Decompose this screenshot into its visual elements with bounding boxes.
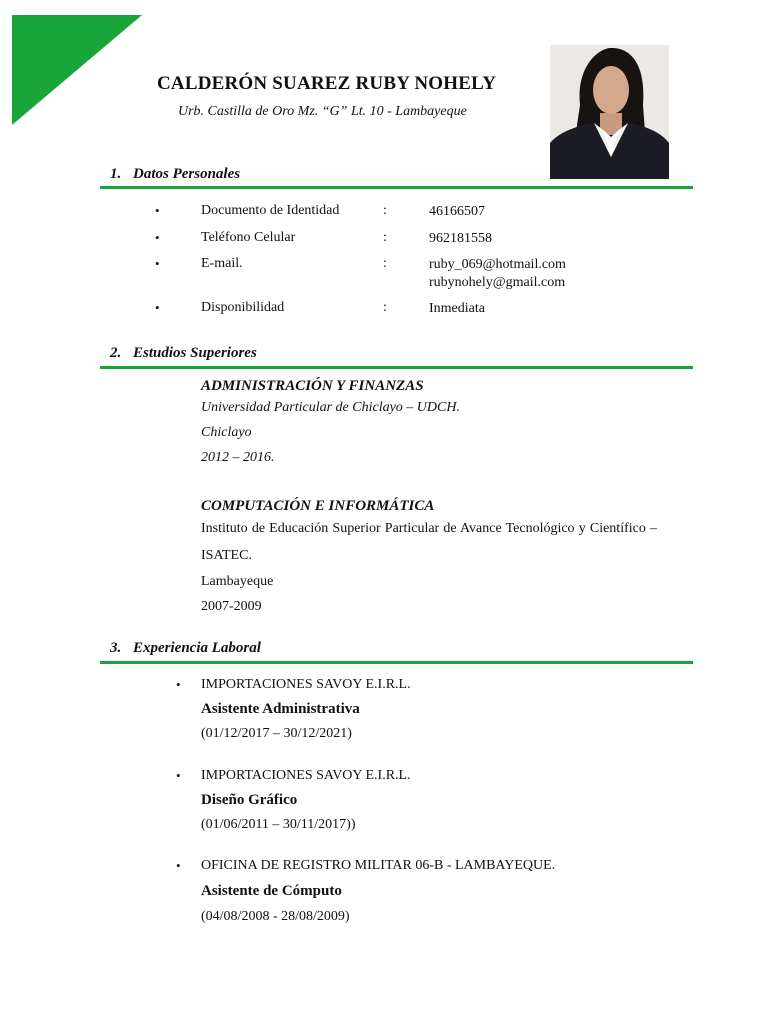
job-role: Diseño Gráfico <box>201 792 298 808</box>
info-label: E-mail. <box>201 256 243 271</box>
education-institution: Universidad Particular de Chiclayo – UDCH. <box>201 400 460 415</box>
info-label: Teléfono Celular <box>201 230 296 245</box>
info-label: Documento de Identidad <box>201 203 340 218</box>
section-number: 2. <box>110 345 122 361</box>
candidate-name: CALDERÓN SUAREZ RUBY NOHELY <box>157 73 497 94</box>
info-colon: : <box>383 230 387 245</box>
info-value-email-1: ruby_069@hotmail.com <box>429 257 566 272</box>
section-title-experience <box>110 640 261 657</box>
job-role: Asistente Administrativa <box>201 701 360 717</box>
candidate-address: Urb. Castilla de Oro Mz. “G” Lt. 10 - Lambayeque <box>178 104 467 119</box>
section-label: Estudios Superiores <box>133 345 257 361</box>
section-divider <box>100 366 693 369</box>
info-value-email-2: rubynohely@gmail.com <box>429 275 566 290</box>
education-institution: Instituto de Educación Superior Particular de Avance Tecnológico y Científico – ISATEC. <box>201 521 657 563</box>
bullet: • <box>155 203 160 218</box>
job-dates: (01/06/2011 – 30/11/2017)) <box>201 817 356 832</box>
bullet: • <box>176 768 181 783</box>
info-label: Disponibilidad <box>201 300 285 315</box>
profile-photo <box>550 45 669 179</box>
job-dates: (04/08/2008 - 28/08/2009) <box>201 909 350 924</box>
job-company: IMPORTACIONES SAVOY E.I.R.L. <box>201 768 411 783</box>
bullet: • <box>155 230 160 245</box>
section-divider <box>100 186 693 189</box>
section-number: 3. <box>110 640 122 656</box>
education-entry <box>201 498 657 619</box>
education-title: COMPUTACIÓN E INFORMÁTICA <box>201 498 435 514</box>
info-value: Inmediata <box>429 301 485 316</box>
education-city: Lambayeque <box>201 574 274 589</box>
section-label: Datos Personales <box>133 166 241 182</box>
bullet: • <box>176 677 181 692</box>
section-title-education <box>110 345 257 362</box>
bullet: • <box>176 858 181 873</box>
education-city: Chiclayo <box>201 425 252 440</box>
job-company: IMPORTACIONES SAVOY E.I.R.L. <box>201 677 411 692</box>
education-title: ADMINISTRACIÓN Y FINANZAS <box>201 378 424 394</box>
corner-triangle-decoration <box>12 15 142 125</box>
section-number: 1. <box>110 166 122 182</box>
bullet: • <box>155 256 160 271</box>
info-value: 46166507 <box>429 204 485 219</box>
info-colon: : <box>383 256 387 271</box>
section-title-personal <box>110 166 240 183</box>
bullet: • <box>155 300 160 315</box>
section-label: Experiencia Laboral <box>133 640 261 656</box>
job-role: Asistente de Cómputo <box>201 883 342 899</box>
info-colon: : <box>383 203 387 218</box>
education-years: 2012 – 2016. <box>201 450 275 465</box>
education-years: 2007-2009 <box>201 599 262 614</box>
job-dates: (01/12/2017 – 30/12/2021) <box>201 726 352 741</box>
education-entry <box>201 378 657 470</box>
section-divider <box>100 661 693 664</box>
info-value: 962181558 <box>429 231 492 246</box>
info-colon: : <box>383 300 387 315</box>
job-company: OFICINA DE REGISTRO MILITAR 06-B - LAMBAYEQUE. <box>201 858 556 873</box>
